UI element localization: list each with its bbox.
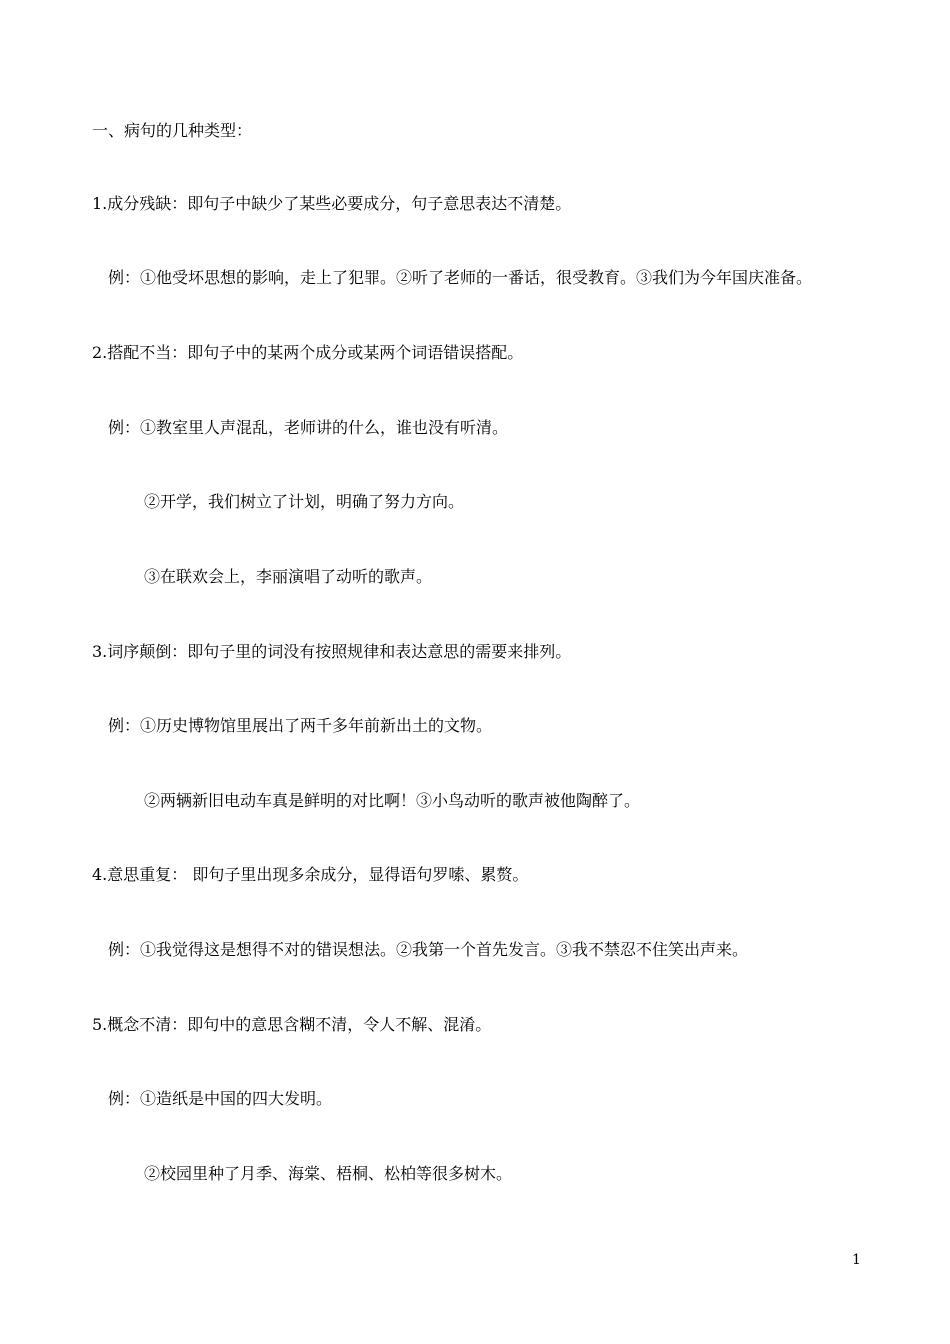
page-number: 1 bbox=[852, 1252, 861, 1268]
type-4-definition: 4.意思重复： 即句子里出现多余成分，显得语句罗嗦、累赘。 bbox=[92, 865, 529, 884]
type-2-definition: 2.搭配不当：即句子中的某两个成分或某两个词语错误搭配。 bbox=[92, 343, 524, 362]
type-2-example-2: ②开学，我们树立了计划，明确了努力方向。 bbox=[144, 492, 465, 511]
section-heading: 一、病句的几种类型： bbox=[92, 121, 253, 140]
type-3-definition: 3.词序颠倒：即句子里的词没有按照规律和表达意思的需要来排列。 bbox=[92, 642, 572, 661]
type-2-example-1: 例：①教室里人声混乱，老师讲的什么，谁也没有听清。 bbox=[108, 418, 509, 437]
type-5-definition: 5.概念不清：即句中的意思含糊不清，令人不解、混淆。 bbox=[92, 1015, 492, 1034]
type-4-examples: 例：①我觉得这是想得不对的错误想法。②我第一个首先发言。③我不禁忍不住笑出声来。 bbox=[108, 940, 749, 959]
type-5-example-2: ②校园里种了月季、海棠、梧桐、松柏等很多树木。 bbox=[144, 1164, 513, 1183]
type-3-example-1: 例：①历史博物馆里展出了两千多年前新出土的文物。 bbox=[108, 716, 493, 735]
type-1-definition: 1.成分残缺：即句子中缺少了某些必要成分，句子意思表达不清楚。 bbox=[92, 194, 572, 213]
type-1-examples: 例：①他受坏思想的影响，走上了犯罪。②听了老师的一番话，很受教育。③我们为今年国庆准备。 bbox=[108, 268, 813, 287]
type-5-example-1: 例：①造纸是中国的四大发明。 bbox=[108, 1089, 333, 1108]
type-3-example-2: ②两辆新旧电动车真是鲜明的对比啊！③小鸟动听的歌声被他陶醉了。 bbox=[144, 791, 641, 810]
type-2-example-3: ③在联欢会上，李丽演唱了动听的歌声。 bbox=[144, 567, 433, 586]
